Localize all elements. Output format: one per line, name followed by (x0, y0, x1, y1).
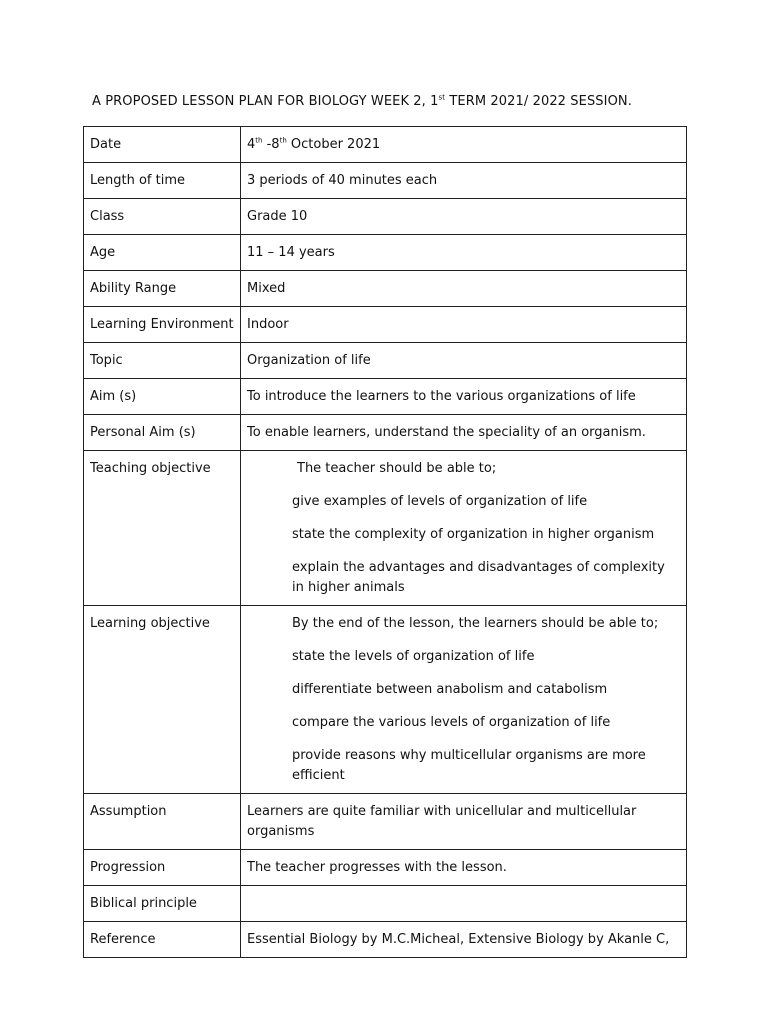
row-label: Ability Range (84, 271, 241, 307)
date-month-year: October 2021 (286, 137, 381, 152)
row-value: 3 periods of 40 minutes each (241, 163, 687, 199)
table-row-biblical (84, 886, 687, 922)
row-label: Aim (s) (84, 379, 241, 415)
teaching-objective-lead: The teacher should be able to; (297, 461, 497, 476)
row-label: Date (84, 127, 241, 163)
table-row-aim (84, 379, 687, 415)
row-value: To enable learners, understand the speciality of an organism. (241, 415, 687, 451)
row-value: Learners are quite familiar with unicellular and multicellular organisms (241, 794, 687, 850)
title-prefix: A PROPOSED LESSON PLAN FOR BIOLOGY WEEK 2, 1 (92, 94, 439, 109)
row-value: Grade 10 (241, 199, 687, 235)
list-item: give examples of levels of organization of life (292, 494, 588, 509)
row-label: Progression (84, 850, 241, 886)
row-label: Teaching objective (84, 451, 241, 606)
table-row-reference (84, 922, 687, 958)
row-label: Age (84, 235, 241, 271)
row-label: Reference (84, 922, 241, 958)
table-row-personal-aim (84, 415, 687, 451)
row-value: Organization of life (241, 343, 687, 379)
row-label: Learning Environment (84, 307, 241, 343)
row-label: Personal Aim (s) (84, 415, 241, 451)
table-row-environment (84, 307, 687, 343)
row-label: Class (84, 199, 241, 235)
list-item: state the complexity of organization in higher organism (292, 527, 655, 542)
row-value: To introduce the learners to the various organizations of life (241, 379, 687, 415)
list-item: differentiate between anabolism and catabolism (292, 682, 608, 697)
table-row-topic (84, 343, 687, 379)
row-value: 11 – 14 years (241, 235, 687, 271)
row-label: Assumption (84, 794, 241, 850)
row-value-teaching-objective (241, 451, 687, 606)
table-row-length (84, 163, 687, 199)
date-end-ordinal: th (279, 136, 287, 145)
row-value: Mixed (241, 271, 687, 307)
row-value: Essential Biology by M.C.Micheal, Extensive Biology by Akanle C, (241, 922, 687, 958)
table-row-class (84, 199, 687, 235)
list-item: explain the advantages and disadvantages of complexity in higher animals (292, 560, 665, 595)
lesson-plan-table (83, 126, 687, 958)
list-item: compare the various levels of organization of life (292, 715, 611, 730)
list-item: provide reasons why multicellular organisms are more efficient (292, 748, 646, 783)
row-label: Topic (84, 343, 241, 379)
table-row-learning-objective (84, 606, 687, 794)
row-value (241, 886, 687, 922)
document-title (92, 94, 632, 109)
table-row-ability (84, 271, 687, 307)
table-row-date (84, 127, 687, 163)
table-row-teaching-objective (84, 451, 687, 606)
title-ordinal: st (438, 93, 446, 102)
learning-objective-lead: By the end of the lesson, the learners should be able to; (292, 616, 659, 631)
date-start-day: 4 (247, 137, 256, 152)
row-value-learning-objective (241, 606, 687, 794)
table-row-age (84, 235, 687, 271)
row-label: Biblical principle (84, 886, 241, 922)
row-value: Indoor (241, 307, 687, 343)
title-suffix: TERM 2021/ 2022 SESSION. (445, 94, 632, 109)
table-row-progression (84, 850, 687, 886)
row-label: Learning objective (84, 606, 241, 794)
table-row-assumption (84, 794, 687, 850)
row-label: Length of time (84, 163, 241, 199)
row-value: The teacher progresses with the lesson. (241, 850, 687, 886)
date-start-ordinal: th (255, 136, 263, 145)
row-value-date (241, 127, 687, 163)
date-end-day: -8 (262, 137, 280, 152)
list-item: state the levels of organization of life (292, 649, 535, 664)
